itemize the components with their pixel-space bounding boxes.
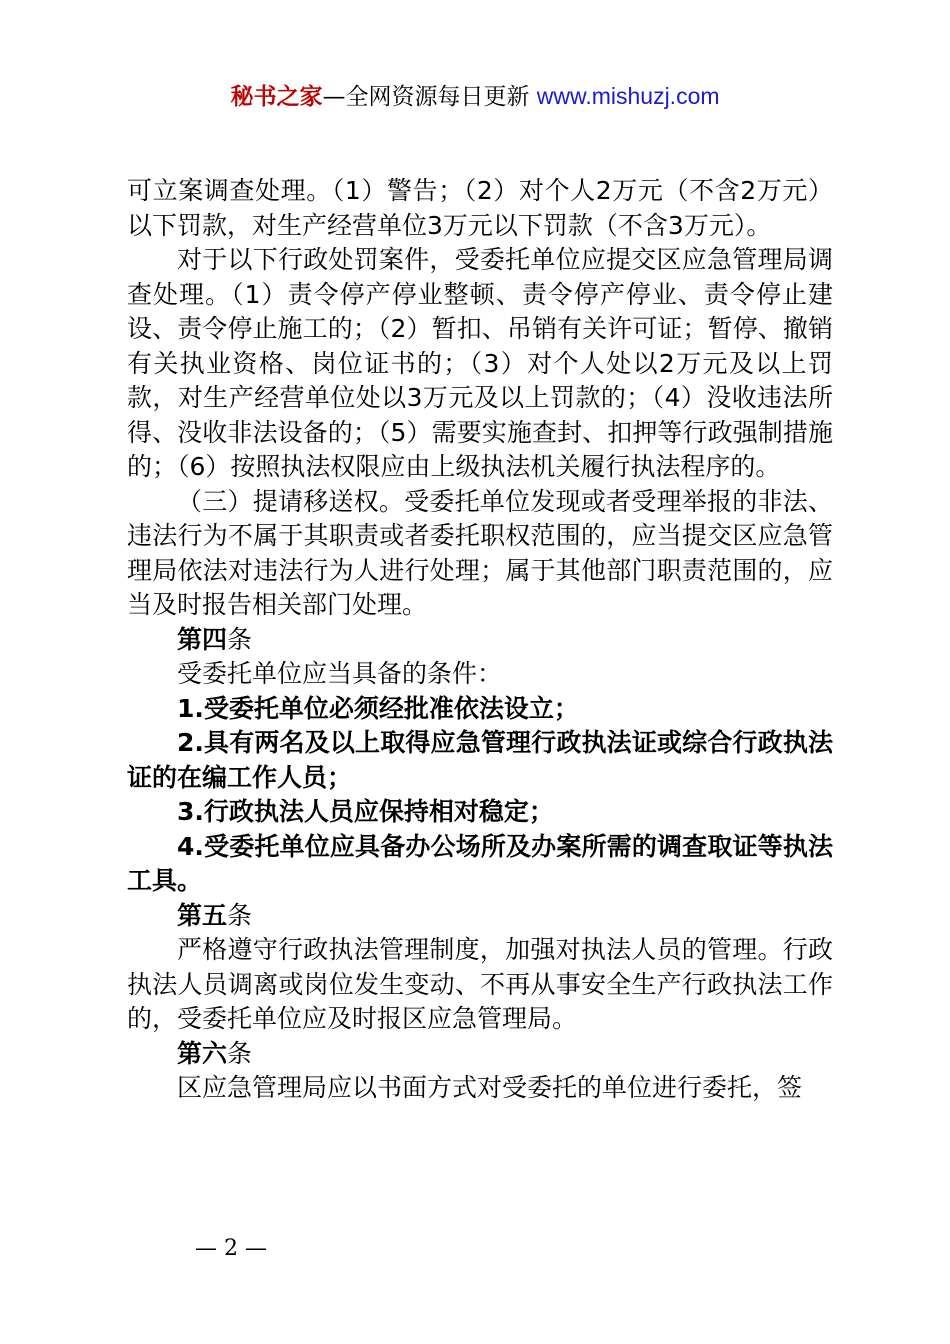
paragraph-4: 受委托单位应当具备的条件： bbox=[177, 659, 503, 688]
condition-3: 3.行政执法人员应保持相对稳定； bbox=[177, 797, 554, 826]
paragraph-3: （三）提请移送权。受委托单位发现或者受理举报的非法、违法行为不属于其职责或者委托职权范围的，应当提交区应急管理局依法对违法行为人进行处理；属于其他部门职责范围的，应当及时报告相关部门处理。 bbox=[127, 486, 833, 619]
article-4-heading bbox=[127, 623, 833, 658]
site-header bbox=[0, 80, 950, 113]
site-url[interactable]: www.mishuzj.com bbox=[536, 83, 720, 109]
article-6-suffix: 条 bbox=[227, 1038, 253, 1068]
page-number: — 2 — bbox=[195, 1236, 267, 1261]
brand-name: 秘书之家 bbox=[230, 84, 323, 110]
condition-1: 1.受委托单位必须经批准依法设立； bbox=[177, 693, 579, 723]
article-6-heading bbox=[127, 1037, 833, 1072]
paragraph-5: 严格遵守行政执法管理制度，加强对执法人员的管理。行政执法人员调离或岗位发生变动、不再从事安全生产行政执法工作的，受委托单位应及时报区应急管理局。 bbox=[127, 935, 833, 1033]
header-tagline: —全网资源每日更新 bbox=[322, 84, 537, 110]
article-6-number: 第六 bbox=[177, 1038, 228, 1068]
condition-4: 4.受委托单位应具备办公场所及办案所需的调查取证等执法工具。 bbox=[127, 831, 833, 895]
paragraph-6: 区应急管理局应以书面方式对受委托的单位进行委托，签 bbox=[177, 1073, 803, 1102]
article-5-heading bbox=[127, 899, 833, 934]
paragraph-2: 对于以下行政处罚案件，受委托单位应提交区应急管理局调查处理。（1）责令停产停业整顿、责令停产停业、责令停止建设、责令停止施工的；（2）暂扣、吊销有关许可证；暂停、撤销有关执业资格、岗位证书的；（3）对个人处以2万元及以上罚款，对生产经营单位处以3万元及以上罚款的；（4）没收违法所得、没收非法设备的；（5）需要实施查封、扣押等行政强制措施的；（6）按照执法权限应由上级执法机关履行执法程序的。 bbox=[127, 245, 833, 481]
article-4-number: 第四 bbox=[177, 624, 228, 654]
article-4-suffix: 条 bbox=[227, 624, 253, 654]
article-5-number: 第五 bbox=[177, 900, 228, 930]
article-5-suffix: 条 bbox=[227, 900, 253, 930]
condition-2: 2.具有两名及以上取得应急管理行政执法证或综合行政执法证的在编工作人员； bbox=[127, 728, 833, 792]
paragraph-1: 可立案调查处理。（1）警告；（2）对个人2万元（不含2万元）以下罚款，对生产经营单位3万元以下罚款（不含3万元）。 bbox=[127, 176, 833, 240]
document-body bbox=[127, 174, 833, 1106]
